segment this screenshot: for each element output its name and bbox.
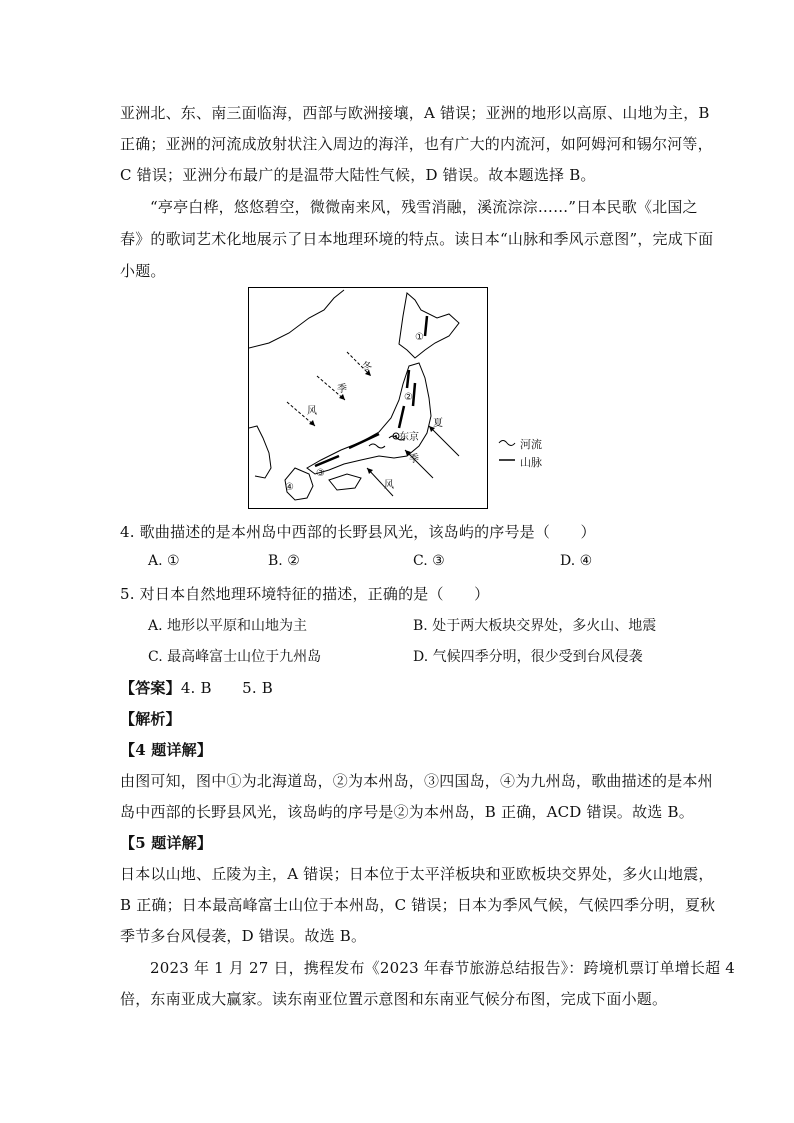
- detail-line: 日本以山地、丘陵为主，A 错误；日本位于太平洋板块和亚欧板块交界处，多火山地震，: [120, 865, 714, 883]
- question-4-option-c: C. ③: [413, 553, 445, 569]
- label-tokyo: 东京: [399, 432, 419, 443]
- mainland-coastline: [249, 290, 344, 348]
- mountain-range: [349, 434, 379, 448]
- question-4-option-a: A. ①: [148, 553, 180, 569]
- label-island-4: ④: [285, 482, 294, 493]
- detail-line: 季节多台风侵袭，D 错误。故选 B。: [120, 927, 367, 945]
- label-season-winter: 季: [337, 384, 347, 395]
- japan-map-figure: [248, 287, 488, 509]
- answer-label: 【答案】: [120, 679, 181, 697]
- japan-map: [249, 288, 487, 508]
- hokkaido-outline: [399, 293, 459, 358]
- label-summer: 夏: [433, 418, 443, 429]
- mountain-range: [399, 406, 404, 428]
- question-4-option-d: D. ④: [560, 553, 593, 569]
- legend-mountain-label: 山脉: [520, 456, 542, 469]
- intro-line: 小题。: [120, 262, 166, 280]
- arrow-head: [309, 420, 315, 426]
- answer-line: [120, 677, 273, 698]
- label-wind-winter: 风: [307, 406, 317, 417]
- mountain-range: [407, 370, 409, 388]
- answer-text: 4. B 5. B: [180, 679, 274, 697]
- question-5-option-c: C. 最高峰富士山位于九州岛: [148, 649, 322, 665]
- intro-line: “亭亭白桦，悠悠碧空，微微南来风，残雪消融，溪流淙淙……”日本民歌《北国之: [150, 198, 698, 216]
- question-4-option-b: B. ②: [268, 553, 300, 569]
- mountain-range: [425, 316, 427, 336]
- legend-river-symbol: [499, 441, 515, 446]
- question-5-detail-label: 【5 题详解】: [120, 834, 213, 852]
- label-island-2: ②: [404, 392, 413, 403]
- question-4-stem: 4. 歌曲描述的是本州岛中西部的长野县风光，该岛屿的序号是（ ）: [120, 523, 596, 541]
- shikoku-outline: [329, 474, 361, 490]
- korea-coastline: [249, 426, 271, 478]
- question-5-option-a: A. 地形以平原和山地为主: [148, 618, 308, 634]
- question-5-stem: 5. 对日本自然地理环境特征的描述，正确的是（ ）: [120, 585, 490, 603]
- label-season-summer: 季: [409, 454, 419, 465]
- detail-line: 由图可知，图中①为北海道岛，②为本州岛，③四国岛，④为九州岛，歌曲描述的是本州: [120, 772, 713, 790]
- label-wind-summer: 风: [384, 480, 394, 491]
- label-winter: 冬: [362, 362, 372, 373]
- legend-symbols: [498, 437, 518, 467]
- tokyo-marker-dot: [395, 435, 397, 437]
- label-island-1: ①: [415, 332, 424, 343]
- next-intro-line: 倍，东南亚成大赢家。读东南亚位置示意图和东南亚气候分布图，完成下面小题。: [120, 990, 668, 1008]
- paragraph-line: 亚洲北、东、南三面临海，西部与欧洲接壤，A 错误；亚洲的地形以高原、山地为主，B: [120, 104, 710, 122]
- mountain-range: [413, 383, 415, 406]
- intro-line: 春》的歌词艺术化地展示了日本地理环境的特点。读日本“山脉和季风示意图”，完成下面: [120, 230, 714, 248]
- summer-monsoon-arrow: [429, 426, 459, 456]
- detail-line: 岛中西部的长野县风光，该岛屿的序号是②为本州岛，B 正确，ACD 错误。故选 B。: [120, 803, 694, 821]
- detail-line: B 正确；日本最高峰富士山位于本州岛，C 错误；日本为季风气候，气候四季分明，夏秋: [120, 896, 716, 914]
- paragraph-line: C 错误；亚洲分布最广的是温带大陆性气候，D 错误。故本题选择 B。: [120, 166, 596, 184]
- legend-river-label: 河流: [520, 438, 542, 451]
- question-4-detail-label: 【4 题详解】: [120, 741, 213, 759]
- next-intro-line: 2023 年 1 月 27 日，携程发布《2023 年春节旅游总结报告》：跨境机票订单增长超 4: [150, 959, 736, 977]
- question-5-option-b: B. 处于两大板块交界处，多火山、地震: [413, 618, 657, 634]
- label-island-3: ③: [316, 468, 325, 479]
- river: [369, 444, 385, 448]
- paragraph-line: 正确；亚洲的河流成放射状注入周边的海洋，也有广大的内流河，如阿姆河和锡尔河等，: [120, 135, 713, 153]
- question-5-option-d: D. 气候四季分明，很少受到台风侵袭: [413, 649, 643, 665]
- analysis-label: 【解析】: [120, 710, 181, 728]
